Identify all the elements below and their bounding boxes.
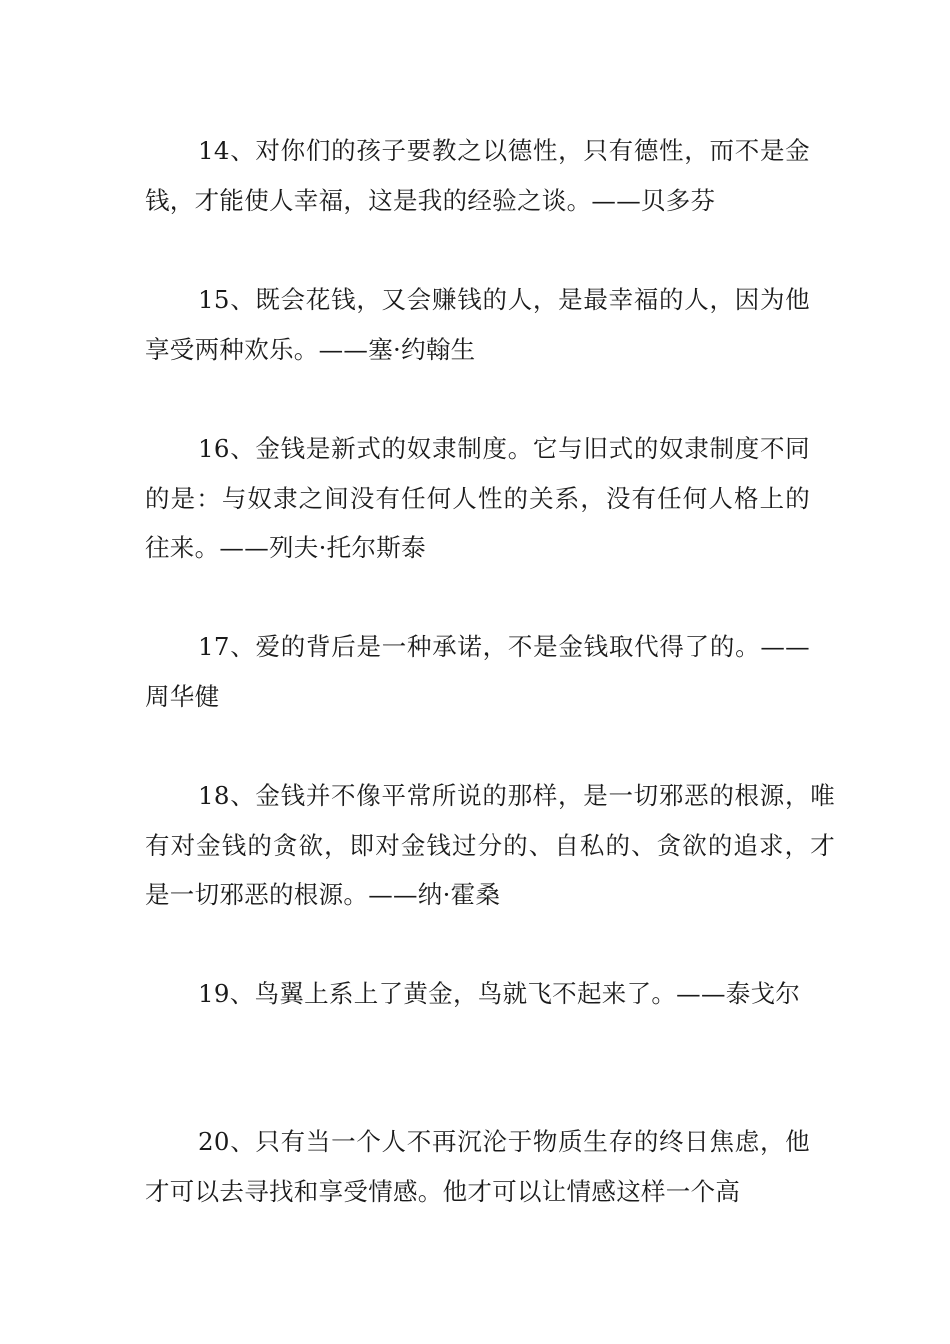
quote-paragraph-14: 14、对你们的孩子要教之以德性，只有德性，而不是金钱，才能使人幸福，这是我的经验之谈。——贝多芬	[145, 136, 810, 215]
quote-paragraph-17: 17、爱的背后是一种承诺，不是金钱取代得了的。——周华健	[145, 632, 810, 711]
quote-paragraph-15: 15、既会花钱，又会赚钱的人，是最幸福的人，因为他享受两种欢乐。——塞·约翰生	[145, 285, 810, 364]
quote-paragraph-19: 19、鸟翼上系上了黄金，鸟就飞不起来了。——泰戈尔	[198, 979, 801, 1008]
quote-paragraph-16: 16、金钱是新式的奴隶制度。它与旧式的奴隶制度不同的是：与奴隶之间没有任何人性的关系，没有任何人格上的往来。——列夫·托尔斯泰	[145, 434, 810, 562]
quote-paragraph-18: 18、金钱并不像平常所说的那样，是一切邪恶的根源，唯有对金钱的贪欲，即对金钱过分的、自私的、贪欲的追求，才是一切邪恶的根源。——纳·霍桑	[145, 781, 835, 909]
quote-paragraph-20: 20、只有当一个人不再沉沦于物质生存的终日焦虑，他才可以去寻找和享受情感。他才可以让情感这样一个高	[145, 1127, 810, 1206]
